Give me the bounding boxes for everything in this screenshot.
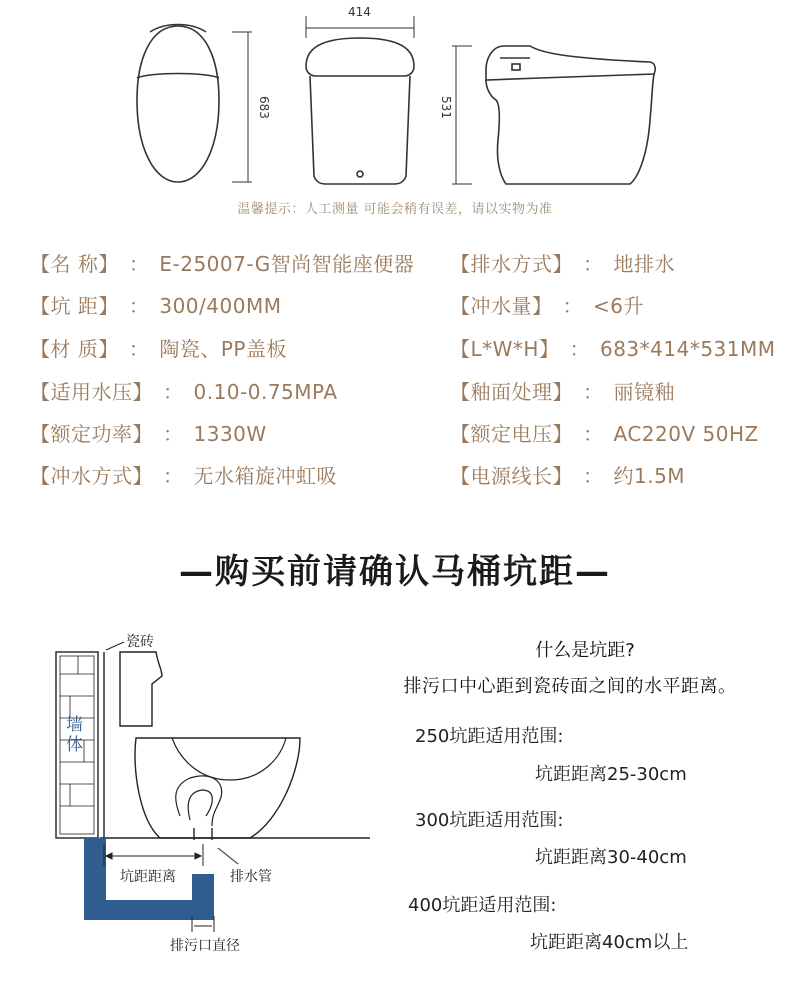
height-dimension-531 <box>452 46 472 184</box>
spec-sep: ： <box>128 337 150 361</box>
spec-row-name <box>30 248 414 277</box>
spec-row-voltage <box>450 418 759 447</box>
spec-value: AC220V 50HZ <box>613 422 759 446</box>
range-250-label: 250坑距适用范围: <box>415 726 564 747</box>
top-view-drawing <box>137 25 219 183</box>
wall-label-2: 体 <box>66 735 83 755</box>
spec-value: 陶瓷、PP盖板 <box>159 337 287 361</box>
spec-key: 【冲水方式】 <box>30 464 153 488</box>
spec-row-dimensions <box>450 333 776 362</box>
spec-sep: ： <box>163 464 184 488</box>
spec-value: 683*414*531MM <box>599 337 776 361</box>
rough-in-label: 坑距距离 <box>120 869 176 885</box>
spec-row-power <box>30 418 267 447</box>
range-250-value: 坑距距离25-30cm <box>535 764 687 785</box>
tile-label: 瓷砖 <box>126 634 154 650</box>
spec-sep: ： <box>583 252 604 276</box>
spec-key: 【坑 距】 <box>30 294 119 318</box>
spec-sep: ： <box>163 380 184 404</box>
spec-row-material <box>30 333 287 362</box>
spec-value: 丽镜釉 <box>613 380 675 404</box>
spec-sep: ： <box>128 252 150 276</box>
outlet-diameter-label: 排污口直径 <box>170 938 240 954</box>
spec-key: 【L*W*H】 <box>450 337 560 361</box>
spec-key: 【釉面处理】 <box>450 380 573 404</box>
width-dimension-414 <box>306 16 414 38</box>
spec-sep: ： <box>583 380 604 404</box>
height-dimension-683 <box>232 32 252 182</box>
explain-title: 什么是坑距? <box>535 640 635 661</box>
dimension-531-label: 531 <box>439 96 453 119</box>
wall-label-1: 墙 <box>66 715 83 735</box>
spec-key: 【名 称】 <box>30 252 119 276</box>
product-dimension-drawings <box>0 0 790 190</box>
spec-key: 【电源线长】 <box>450 464 573 488</box>
spec-key: 【额定电压】 <box>450 422 573 446</box>
tile-pointer <box>106 642 124 650</box>
dimension-683-label: 683 <box>257 96 271 119</box>
spec-value: 无水箱旋冲虹吸 <box>193 464 337 488</box>
range-400-value: 坑距距离40cm以上 <box>530 932 689 953</box>
spec-value: 地排水 <box>613 252 675 276</box>
spec-value: 300/400MM <box>159 294 282 318</box>
spec-row-glaze <box>450 376 675 405</box>
spec-key: 【排水方式】 <box>450 252 573 276</box>
spec-value: 1330W <box>193 422 267 446</box>
dimension-414-label: 414 <box>348 5 371 19</box>
spec-value: 约1.5M <box>613 464 686 488</box>
spec-value: 0.10-0.75MPA <box>193 380 338 404</box>
spec-value: <6升 <box>593 294 644 318</box>
spec-row-flush-volume <box>450 290 644 319</box>
spec-row-rough-in <box>30 290 281 319</box>
spec-row-pressure <box>30 376 338 405</box>
measurement-notice: 温馨提示：人工测量 可能会稍有误差，请以实物为准 <box>237 202 553 217</box>
spec-row-drain-type <box>450 248 675 277</box>
spec-row-cord-length <box>450 460 685 489</box>
side-view-drawing <box>486 46 655 184</box>
spec-sep: ： <box>562 294 583 318</box>
explain-subtitle: 排污口中心距到瓷砖面之间的水平距离。 <box>403 676 737 697</box>
spec-sep: ： <box>569 337 590 361</box>
spec-key: 【冲水量】 <box>450 294 553 318</box>
spec-row-flush-method <box>30 460 337 489</box>
range-300-label: 300坑距适用范围: <box>415 810 564 831</box>
toilet-cross-section <box>120 652 300 840</box>
drain-pipe-label: 排水管 <box>230 869 272 885</box>
range-300-value: 坑距距离30-40cm <box>535 847 687 868</box>
spec-key: 【材 质】 <box>30 337 119 361</box>
range-400-label: 400坑距适用范围: <box>408 895 557 916</box>
spec-sep: ： <box>583 464 604 488</box>
spec-key: 【额定功率】 <box>30 422 153 446</box>
rough-in-diagram <box>40 620 380 960</box>
spec-sep: ： <box>583 422 604 446</box>
spec-sep: ： <box>163 422 184 446</box>
spec-key: 【适用水压】 <box>30 380 153 404</box>
front-view-drawing <box>306 38 414 184</box>
spec-sep: ： <box>128 294 150 318</box>
spec-value: E-25007-G智尚智能座便器 <box>159 252 415 276</box>
rough-in-dimension <box>104 844 238 866</box>
section-heading: —购买前请确认马桶坑距— <box>179 552 611 592</box>
